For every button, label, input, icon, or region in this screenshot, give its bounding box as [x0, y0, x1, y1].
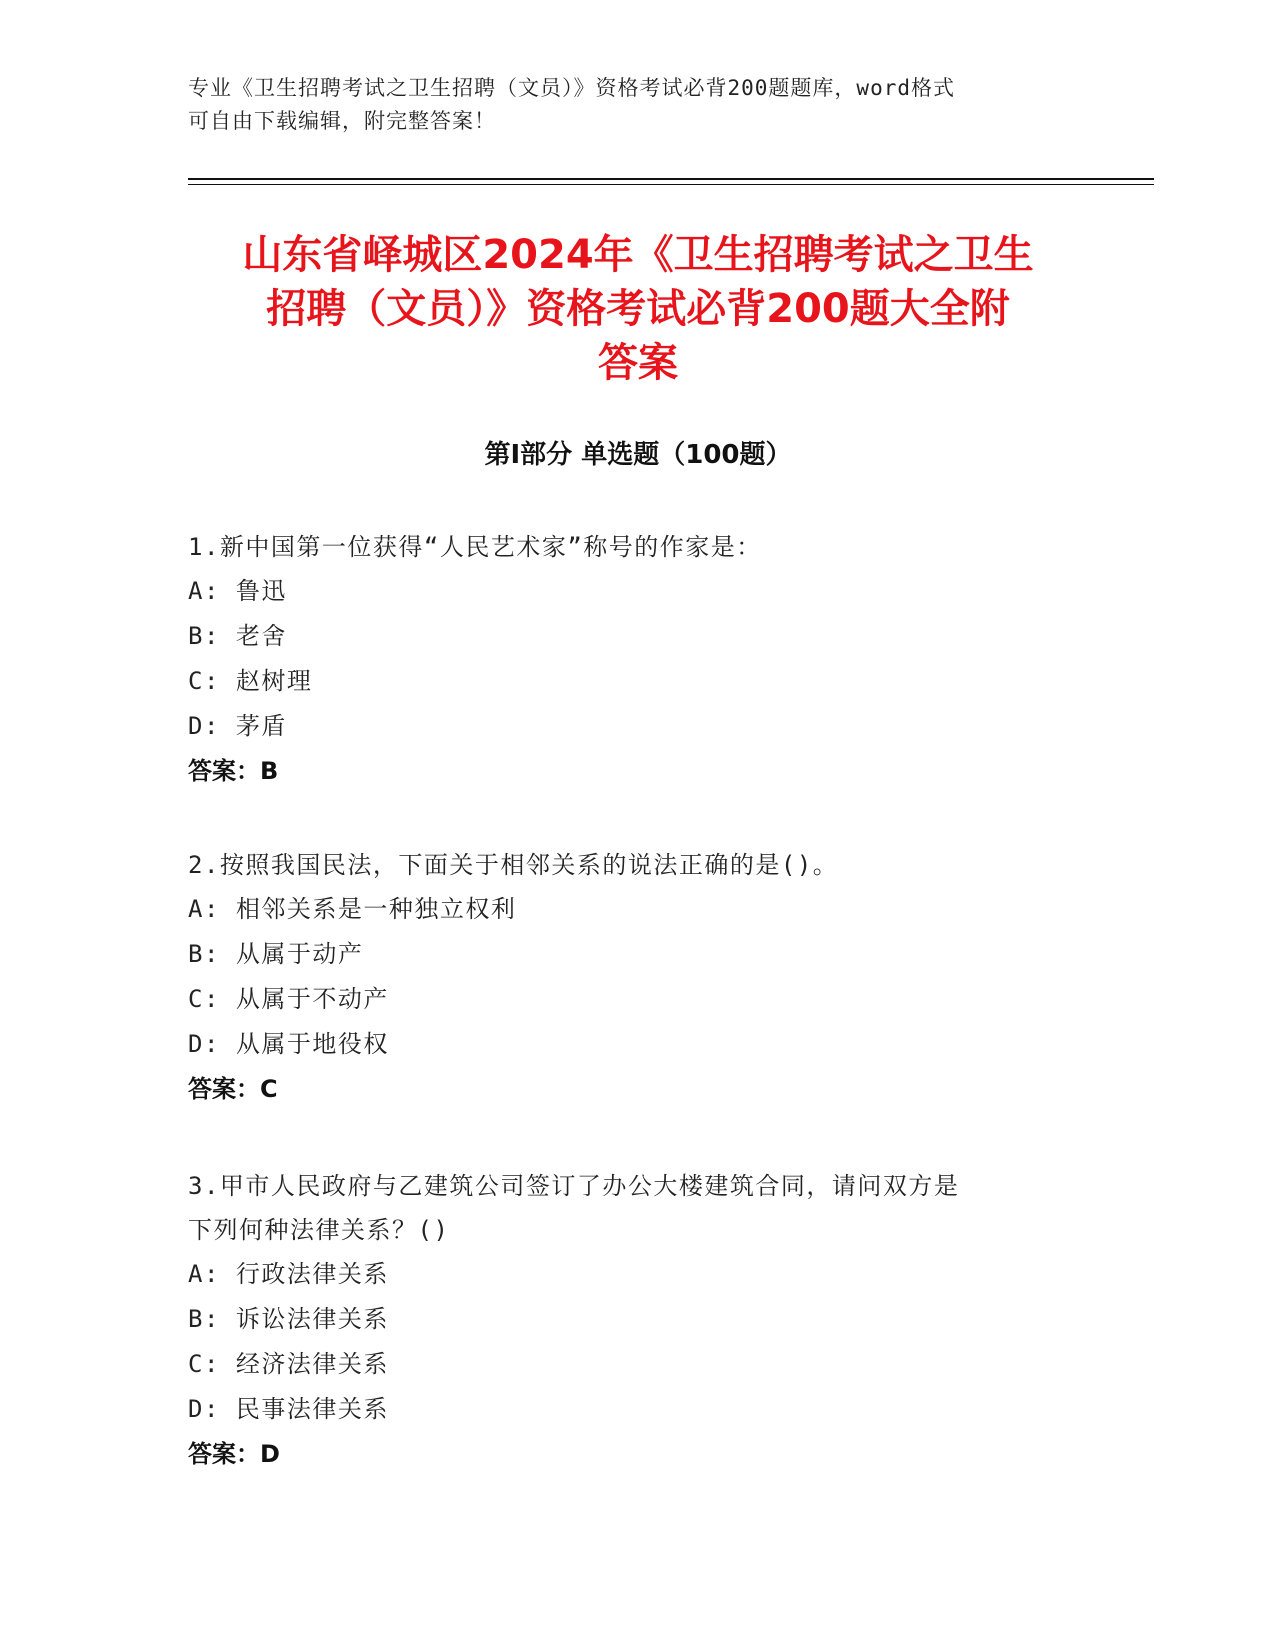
header-note-line-2: 可自由下载编辑，附完整答案！ — [188, 109, 496, 133]
question-2-option-a: A: 相邻关系是一种独立权利 — [188, 895, 517, 923]
question-1-option-a: A: 鲁迅 — [188, 577, 287, 605]
question-1-option-c: C: 赵树理 — [188, 667, 313, 695]
section-title: 第Ⅰ部分 单选题（100题） — [484, 440, 792, 470]
header-divider-thick — [188, 178, 1154, 180]
document-title-line-1: 山东省峄城区2024年《卫生招聘考试之卫生 — [242, 232, 1034, 278]
document-title-line-3: 答案 — [598, 340, 678, 386]
header-note-line-1: 专业《卫生招聘考试之卫生招聘（文员）》资格考试必背200题题库，word格式 — [188, 76, 955, 100]
question-1-option-d: D: 茅盾 — [188, 712, 287, 740]
question-1-answer: 答案：B — [188, 757, 279, 785]
question-1-option-b: B: 老舍 — [188, 622, 287, 650]
question-3-option-a: A: 行政法律关系 — [188, 1260, 389, 1288]
question-2-option-b: B: 从属于动产 — [188, 940, 364, 968]
question-3-text-line-1: 3.甲市人民政府与乙建筑公司签订了办公大楼建筑合同，请问双方是 — [188, 1172, 960, 1200]
question-2-option-c: C: 从属于不动产 — [188, 985, 389, 1013]
question-2-option-d: D: 从属于地役权 — [188, 1030, 389, 1058]
header-note — [188, 72, 1088, 138]
question-2-answer: 答案：C — [188, 1075, 278, 1103]
document-title-line-2: 招聘（文员）》资格考试必背200题大全附 — [266, 286, 1010, 332]
question-1 — [188, 525, 1068, 794]
question-1-text: 1.新中国第一位获得“人民艺术家”称号的作家是： — [188, 533, 762, 561]
document-title — [188, 228, 1088, 390]
question-3-text-line-2: 下列何种法律关系？() — [188, 1216, 450, 1244]
question-2 — [188, 843, 1068, 1112]
question-3-option-b: B: 诉讼法律关系 — [188, 1305, 389, 1333]
question-3-option-c: C: 经济法律关系 — [188, 1350, 389, 1378]
header-divider-thin — [188, 184, 1154, 185]
question-2-text: 2.按照我国民法，下面关于相邻关系的说法正确的是()。 — [188, 851, 839, 879]
question-3-option-d: D: 民事法律关系 — [188, 1395, 389, 1423]
question-3-answer: 答案：D — [188, 1440, 280, 1468]
question-3 — [188, 1164, 1068, 1477]
